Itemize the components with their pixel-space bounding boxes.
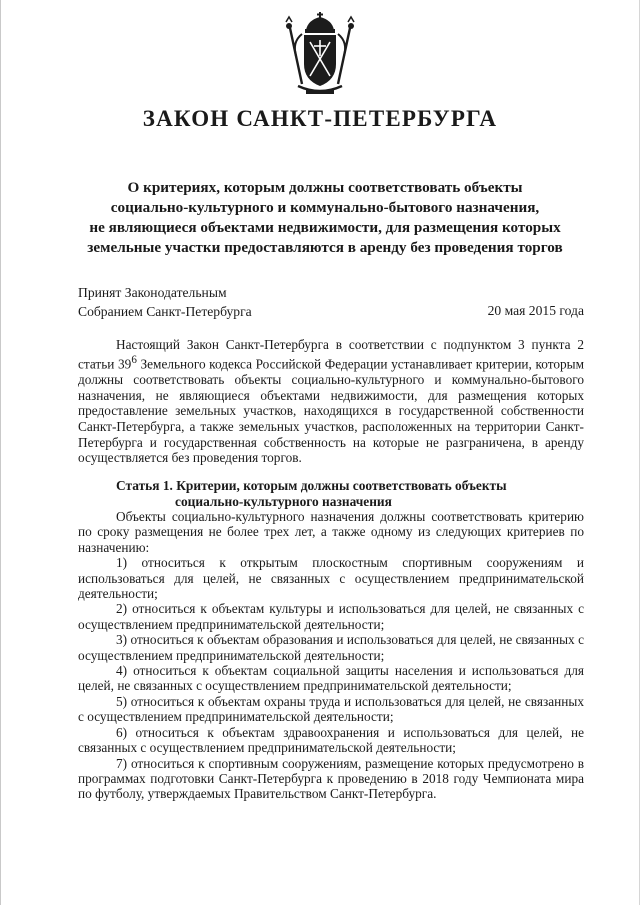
article-item: 7) относиться к спортивным сооружениям, размещение которых предусмотрено в программах подготовки Санкт-Петербурга к проведению в 2018 году Чемпионата мира по футболу, утверждаемых Правительством Санкт-Петербурга. [78,755,584,802]
coat-of-arms-emblem [282,12,358,98]
article-item: 1) относиться к открытым плоскостным спортивным сооружениям и использоваться для целей, не связанных с осуществлением предпринимательской деятельности; [78,555,584,602]
article-intro: Объекты социально-культурного назначения должны соответствовать критерию по сроку размещения не более трех лет, а также одному из следующих критериев по назначению: [78,509,584,555]
heading-line: О критериях, которым должны соответствовать объекты [127,179,523,196]
heading-line: социально-культурного и коммунально-бытового назначения, [110,199,540,216]
document-heading [71,178,579,258]
heading-line: не являющиеся объектами недвижимости, для размещения которых [89,219,561,236]
preamble-text: Настоящий Закон Санкт-Петербурга в соответствии с подпунктом 3 пункта 2 статьи 39 [78,337,584,372]
article-item: 4) относиться к объектам социальной защиты населения и использоваться для целей, не связанных с осуществлением предпринимательской деятельности; [78,663,584,694]
preamble-text-rest: Земельного кодекса Российской Федерации устанавливает критерии, которым должны соответствовать объекты социально-культурного и коммунально-бытового назначения, не являющиеся объектами недвижимости, для размещения которых предоставление земельных участков, находящихся в государственной собственности Санкт-Петербурга, а также земельных участков, расположенных на территории Санкт-Петербурга и государственная собственность на которые не разграничена, в аренду осуществляется без проведения торгов. [78,356,585,466]
article-item: 2) относиться к объектам культуры и использоваться для целей, не связанных с осуществлением предпринимательской деятельности; [78,601,584,632]
article-1-title [78,478,584,510]
adoption-line: Принят Законодательным [78,285,227,300]
heading-line: земельные участки предоставляются в аренду без проведения торгов [87,239,563,256]
article-1-body [78,509,584,802]
article-title-line: Статья 1. Критерии, которым должны соответствовать объекты [116,478,507,493]
adoption-date: 20 мая 2015 года [487,303,584,318]
adoption-note [78,284,252,321]
article-item: 6) относиться к объектам здравоохранения и использоваться для целей, не связанных с осуществлением предпринимательской деятельности; [78,724,584,756]
preamble-superscript: 6 [131,353,137,366]
article-item: 3) относиться к объектам образования и использоваться для целей, не связанных с осуществлением предпринимательской деятельности; [78,632,584,663]
law-title: ЗАКОН САНКТ-ПЕТЕРБУРГА [142,106,498,131]
article-title-line: социально-культурного назначения [175,494,392,509]
article-item: 5) относиться к объектам охраны труда и использоваться для целей, не связанных с осуществлением предпринимательской деятельности; [78,693,584,725]
preamble-paragraph [78,337,584,466]
adoption-line: Собранием Санкт-Петербурга [78,303,252,319]
